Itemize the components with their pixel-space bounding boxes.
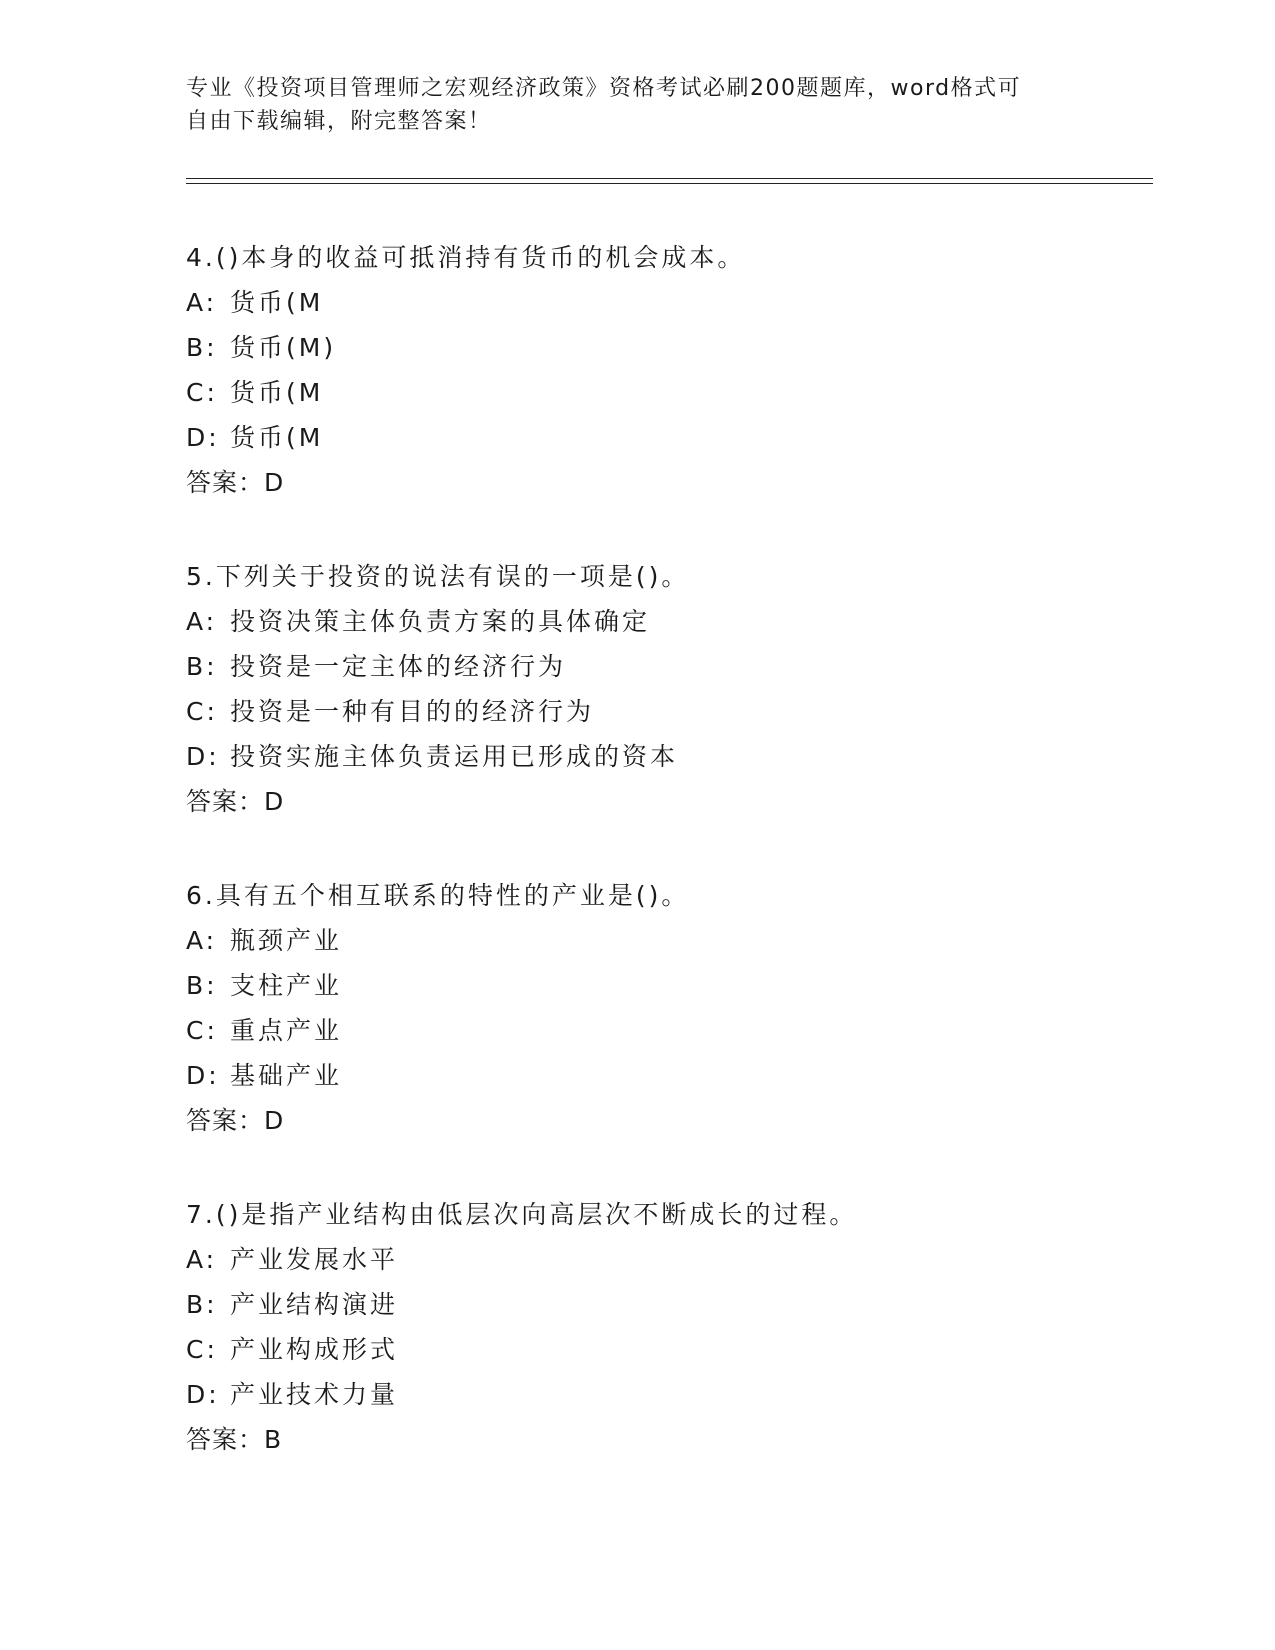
- option-letter: B:: [186, 1290, 218, 1319]
- option-text: 货币(M): [230, 333, 337, 362]
- option-letter: D:: [186, 423, 220, 452]
- option-text: 投资是一定主体的经济行为: [230, 652, 567, 681]
- option-d: [186, 734, 689, 779]
- option-c: [186, 689, 689, 734]
- option-b: [186, 644, 689, 689]
- option-a: [186, 599, 689, 644]
- question-stem: 6.具有五个相互联系的特性的产业是()。: [186, 881, 690, 910]
- option-letter: B:: [186, 971, 218, 1000]
- option-letter: C:: [186, 378, 218, 407]
- option-b: [186, 325, 745, 370]
- option-letter: A:: [186, 288, 218, 317]
- option-a: [186, 918, 689, 963]
- option-letter: D:: [186, 742, 220, 771]
- header-divider-top: [186, 178, 1153, 179]
- option-text: 投资实施主体负责运用已形成的资本: [230, 742, 679, 771]
- option-text: 投资是一种有目的的经济行为: [230, 697, 595, 726]
- option-letter: A:: [186, 926, 218, 955]
- answer-line: 答案：B: [186, 1425, 283, 1454]
- option-letter: D:: [186, 1061, 220, 1090]
- question-block: [186, 873, 689, 1143]
- option-b: [186, 1282, 857, 1327]
- option-text: 基础产业: [230, 1061, 343, 1090]
- option-text: 产业构成形式: [230, 1335, 399, 1364]
- option-d: [186, 415, 745, 460]
- question-stem: 7.()是指产业结构由低层次向高层次不断成长的过程。: [186, 1200, 858, 1229]
- option-text: 货币(M: [230, 423, 324, 452]
- document-header: [186, 72, 1066, 138]
- header-line-1: 专业《投资项目管理师之宏观经济政策》资格考试必刷200题题库，word格式可: [186, 76, 1022, 101]
- header-divider-bottom: [186, 183, 1153, 184]
- option-text: 支柱产业: [230, 971, 343, 1000]
- option-text: 投资决策主体负责方案的具体确定: [230, 607, 651, 636]
- option-letter: D:: [186, 1380, 220, 1409]
- header-line-2: 自由下载编辑，附完整答案！: [186, 109, 492, 134]
- option-letter: B:: [186, 333, 218, 362]
- question-block: [186, 1192, 857, 1462]
- option-letter: A:: [186, 607, 218, 636]
- option-b: [186, 963, 689, 1008]
- option-text: 重点产业: [230, 1016, 343, 1045]
- question-stem: 4.()本身的收益可抵消持有货币的机会成本。: [186, 243, 746, 272]
- option-c: [186, 1327, 857, 1372]
- answer-line: 答案：D: [186, 787, 285, 816]
- option-text: 货币(M: [230, 378, 324, 407]
- option-letter: C:: [186, 1016, 218, 1045]
- option-d: [186, 1053, 689, 1098]
- question-block: [186, 235, 745, 505]
- option-c: [186, 1008, 689, 1053]
- option-letter: C:: [186, 1335, 218, 1364]
- option-c: [186, 370, 745, 415]
- option-text: 货币(M: [230, 288, 324, 317]
- question-stem: 5.下列关于投资的说法有误的一项是()。: [186, 562, 690, 591]
- option-a: [186, 280, 745, 325]
- answer-line: 答案：D: [186, 1106, 285, 1135]
- option-a: [186, 1237, 857, 1282]
- answer-line: 答案：D: [186, 468, 285, 497]
- option-letter: B:: [186, 652, 218, 681]
- option-letter: A:: [186, 1245, 218, 1274]
- option-d: [186, 1372, 857, 1417]
- option-text: 产业技术力量: [230, 1380, 399, 1409]
- option-text: 产业发展水平: [230, 1245, 399, 1274]
- question-block: [186, 554, 689, 824]
- option-text: 瓶颈产业: [230, 926, 343, 955]
- option-letter: C:: [186, 697, 218, 726]
- option-text: 产业结构演进: [230, 1290, 399, 1319]
